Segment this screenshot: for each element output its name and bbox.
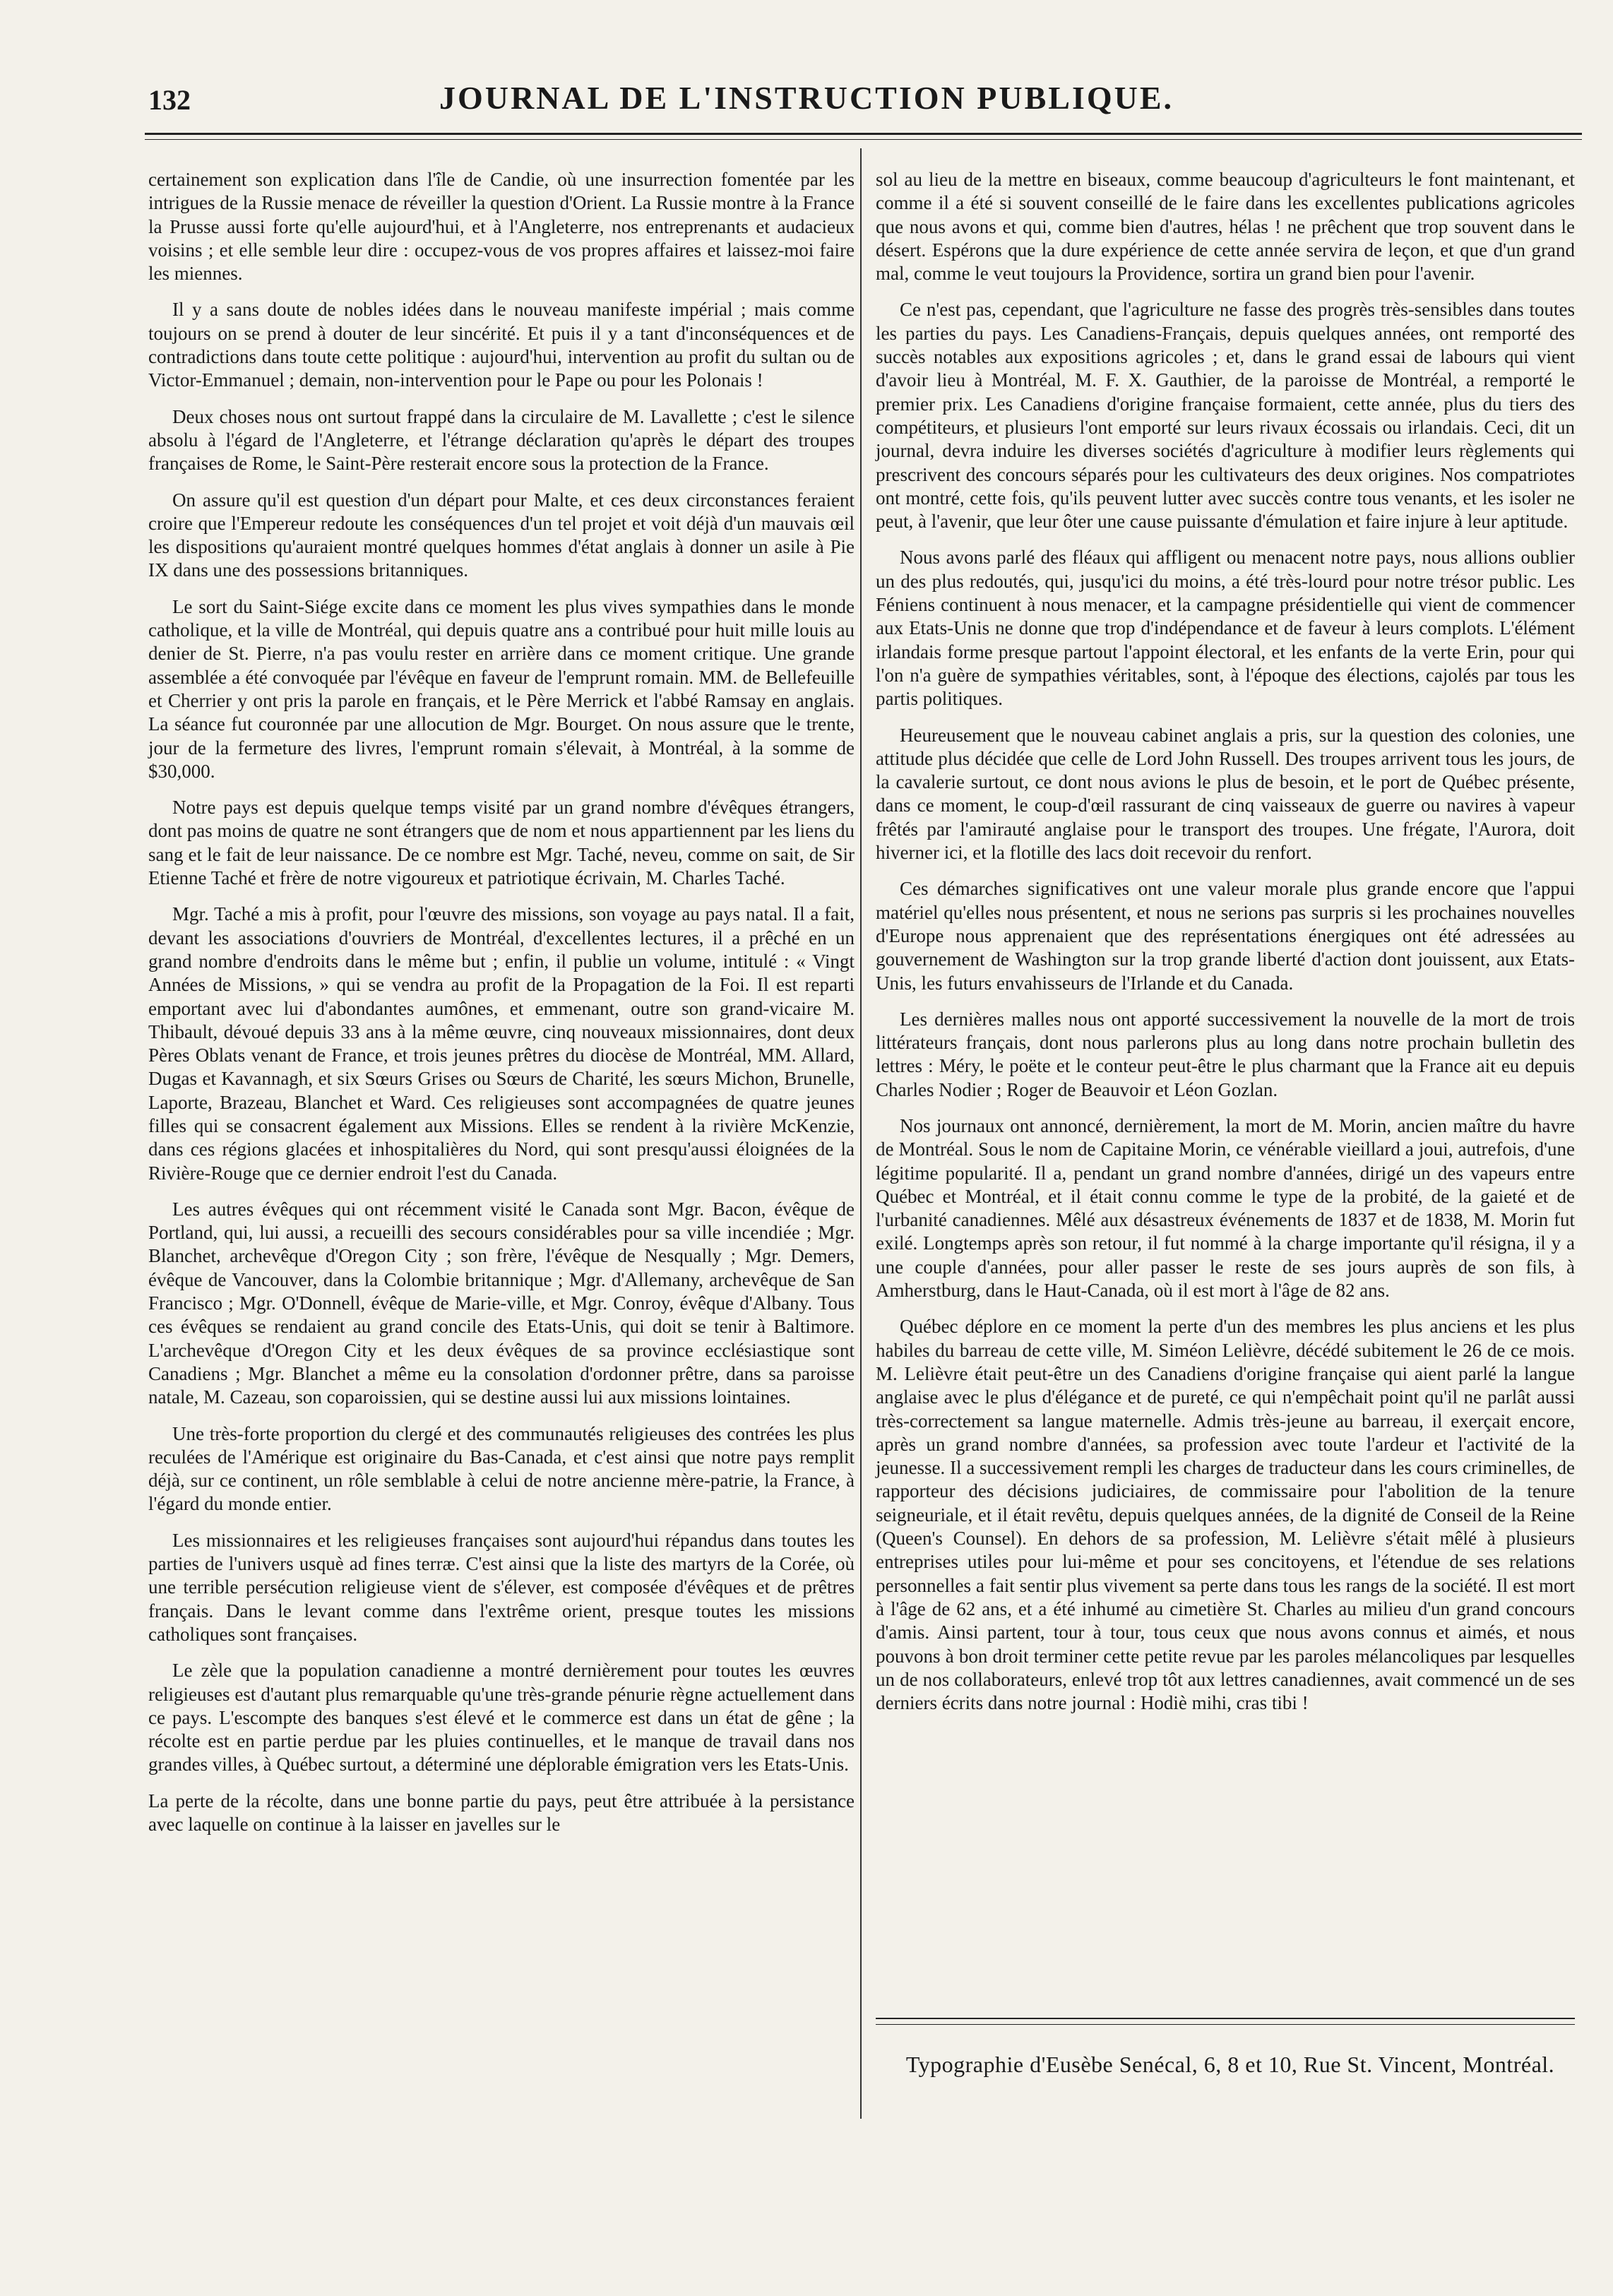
paragraph: Ce n'est pas, cependant, que l'agriculture ne fasse des progrès très-sensibles dans toutes les parties du pays. Les Canadiens-Français, depuis quelques années, ont remporté des succès notables aux expositions agricoles ; et, dans le grand essai de labours qui vient d'avoir lieu à Montréal, M. F. X. Gauthier, de la paroisse de Montréal, a remporté le premier prix. Les Canadiens d'origine française formaient, cette année, plus du tiers des compétiteurs, et plusieurs l'ont emporté sur leurs rivaux écossais ou irlandais. Ceci, dit un journal, devra induire les diverses sociétés d'agriculture à modifier leurs règlements qui prescrivent des concours séparés pour les cultivateurs des deux origines. Nos compatriotes ont montré, cette fois, qu'ils peuvent lutter avec succès contre tous venants, et les isoler ne peut, à l'avenir, que leur ôter une cause puissante d'émulation et faire injure à leur aptitude. xyxy=(876,299,1575,533)
column-divider xyxy=(860,148,862,2119)
end-rule-thick xyxy=(876,2018,1575,2019)
paragraph: Le sort du Saint-Siége excite dans ce moment les plus vives sympathies dans le monde catholique, et la ville de Montréal, qui depuis quatre ans a contribué pour huit mille louis au denier de St. Pierre, n'a pas voulu rester en arrière dans ce moment critique. Une grande assemblée a été convoquée par l'évêque en faveur de l'emprunt romain. MM. de Bellefeuille et Cherrier y ont pris la parole en français, et le Père Merrick et l'abbé Ramsay en anglais. La séance fut couronnée par une allocution de Mgr. Bourget. On nous assure que le trente, jour de la fermeture des livres, l'emprunt romain s'élevait, à Montréal, à la somme de $30,000. xyxy=(148,595,855,782)
page-number: 132 xyxy=(148,84,191,116)
paragraph: Nous avons parlé des fléaux qui affligent ou menacent notre pays, nous allions oublier un des plus redoutés, qui, jusqu'ici du moins, a été très-lourd pour notre trésor public. Les Féniens continuent à nous menacer, et la campagne présidentielle qui vient de commencer aux Etats-Unis ne donne que trop d'indépendance et de faveur à leurs complots. L'élément irlandais forme presque partout l'appoint électoral, et les enfants de la verte Erin, pour qui l'on n'a guère de sympathies véritables, sont, à l'époque des élections, cajolés par tous les partis politiques. xyxy=(876,547,1575,710)
right-column xyxy=(876,168,1575,1727)
paragraph: sol au lieu de la mettre en biseaux, comme beaucoup d'agriculteurs le font maintenant, et comme il a été si souvent conseillé de le faire dans les excellentes publications agricoles que nous avons et qui, comme bien d'autres, hélas ! ne prêchent que trop souvent dans le désert. Espérons que la dure expérience de cette année servira de leçon, et que d'un grand mal, comme le veut toujours la Providence, sortira un grand bien pour l'avenir. xyxy=(876,169,1575,285)
paragraph: Nos journaux ont annoncé, dernièrement, la mort de M. Morin, ancien maître du havre de Montréal. Sous le nom de Capitaine Morin, ce vénérable vieillard a joui, autrefois, d'une légitime popularité. Il a, pendant un grand nombre d'années, dirigé un des vapeurs entre Québec et Montréal, et il était connu comme le type de la probité, de la gaieté et de l'urbanité canadiennes. Mêlé aux désastreux événements de 1837 et de 1838, M. Morin fut exilé. Longtemps après son retour, il fut nommé à la charge importante qu'il résigna, il y a une couple d'années, pour aller passer le reste de ses jours auprès de son fils, à Amherstburg, dans le Haut-Canada, où il est mort à l'âge de 82 ans. xyxy=(876,1114,1575,1302)
left-column xyxy=(148,168,855,1836)
paragraph: Les autres évêques qui ont récemment visité le Canada sont Mgr. Bacon, évêque de Portland, qui, lui aussi, a recueilli des secours considérables pour sa ville incendiée ; Mgr. Blanchet, archevêque d'Oregon City ; son frère, l'évêque de Nesqually ; Mgr. Demers, évêque de Vancouver, dans la Colombie britannique ; Mgr. d'Allemany, archevêque de San Francisco ; Mgr. O'Donnell, évêque de Marie-ville, et Mgr. Conroy, évêque d'Albany. Tous ces évêques se rendaient au grand concile des Etats-Unis, qui doit se tenir à Baltimore. L'archevêque d'Oregon City et les deux évêques de sa province ecclésiastique sont Canadiens ; Mgr. Blanchet a même eu la consolation d'ordonner prêtre, dans sa paroisse natale, M. Cazeau, son coparoissien, qui se destine aussi lui aux missions lointaines. xyxy=(148,1198,855,1408)
paragraph: Ces démarches significatives ont une valeur morale plus grande encore que l'appui matériel qu'elles nous présentent, et nous ne serions pas surpris si les prochaines nouvelles d'Europe nous apprenaient que des représentations énergiques ont été adressées au gouvernement de Washington sur la trop grande liberté d'action dont jouissent, aux Etats-Unis, les futurs envahisseurs de l'Irlande et du Canada. xyxy=(876,878,1575,994)
paragraph: Québec déplore en ce moment la perte d'un des membres les plus anciens et les plus habiles du barreau de cette ville, M. Siméon Lelièvre, décédé subitement le 26 de ce mois. M. Lelièvre était peut-être un des Canadiens d'origine française qui aient parlé la langue anglaise avec le plus d'élégance et de pureté, ce qui n'empêchait point qu'il ne parlât aussi très-correctement sa langue maternelle. Admis très-jeune au barreau, il exerçait encore, après un grand nombre d'années, sa profession avec toute l'ardeur et l'activité de la jeunesse. Il a successivement rempli les charges de traducteur dans les cours criminelles, de rapporteur des décisions judiciaires, de commissaire pour l'abolition de la tenure seigneuriale, et il était revêtu, depuis quelques années, de la dignité de Conseil de la Reine (Queen's Counsel). En dehors de sa profession, M. Lelièvre s'était mêlé à plusieurs entreprises utiles pour lui-même et pour ses concitoyens, et l'étendue de ses relations personnelles a fait sentir plus vivement sa perte dans tous les rangs de la société. Il est mort à l'âge de 62 ans, et a été inhumé au cimetière St. Charles au milieu d'un grand concours d'amis. Ainsi partent, tour à tour, tous ceux que nous avons connus et aimés, et nous pouvons à bon droit terminer cette petite revue par les paroles mélancoliques par lesquelles un de nos collaborateurs, enlevé trop tôt aux lettres canadiennes, avait commencé un de ses derniers écrits dans notre journal : Hodiè mihi, cras tibi ! xyxy=(876,1316,1575,1714)
paragraph: Notre pays est depuis quelque temps visité par un grand nombre d'évêques étrangers, dont pas moins de quatre ne sont étrangers que de nom et nous appartiennent par les liens du sang et le fait de leur naissance. De ce nombre est Mgr. Taché, neveu, comme on sait, de Sir Etienne Taché et frère de notre vigoureux et patriotique écrivain, M. Charles Taché. xyxy=(148,797,855,889)
paragraph: Une très-forte proportion du clergé et des communautés religieuses des contrées les plus reculées de l'Amérique est originaire du Bas-Canada, et c'est ainsi que notre pays remplit déjà, sur ce continent, un rôle semblable à celui de notre ancienne mère-patrie, la France, à l'égard du monde entier. xyxy=(148,1422,855,1515)
paragraph: certainement son explication dans l'île de Candie, où une insurrection fomentée par les intrigues de la Russie menace de réveiller la question d'Orient. La Russie montre à la France la Prusse aussi forte qu'elle aujourd'hui, et à l'Angleterre, nos entreprenants et audacieux voisins ; et elle semble leur dire : occupez-vous de vos propres affaires et laissez-moi faire les miennes. xyxy=(148,169,855,285)
header-rule-thin xyxy=(145,139,1582,140)
paragraph: Les missionnaires et les religieuses françaises sont aujourd'hui répandus dans toutes les parties de l'univers usquè ad fines terræ. C'est ainsi que la liste des martyrs de la Corée, où une terrible persécution religieuse vient de s'élever, est composée d'évêques et de prêtres français. Dans le levant comme dans l'extrême orient, presque toutes les missions catholiques sont françaises. xyxy=(148,1529,855,1645)
end-rule-thin xyxy=(876,2024,1575,2025)
running-head: JOURNAL DE L'INSTRUCTION PUBLIQUE. xyxy=(439,80,1174,116)
printer-imprint: Typographie d'Eusèbe Senécal, 6, 8 et 10, Rue St. Vincent, Montréal. xyxy=(905,2052,1555,2077)
paragraph: Mgr. Taché a mis à profit, pour l'œuvre des missions, son voyage au pays natal. Il a fait, devant les associations d'ouvriers de Montréal, d'excellentes lectures, il a prêché en un grand nombre d'endroits dans le même but ; enfin, il publie un volume, intitulé : « Vingt Années de Missions, » qui se vendra au profit de la Propagation de la Foi. Il est reparti emportant avec lui d'abondantes aumônes, et emmenant, outre son grand-vicaire M. Thibault, dévoué depuis 33 ans à la même œuvre, cinq nouveaux missionnaires, dont deux Pères Oblats venant de France, et trois jeunes prêtres du diocèse de Montréal, MM. Allard, Dugas et Kavannagh, et six Sœurs Grises ou Sœurs de Charité, les sœurs Michon, Brunelle, Laporte, Brazeau, Blanchet et Ward. Ces religieuses sont accompagnées de quatre jeunes filles qui se consacrent également aux Missions. Elles se rendent à la rivière McKenzie, dans ces régions glacées et inhospitalières du Nord, qui sont presqu'aussi éloignées de la Rivière-Rouge que ce dernier endroit l'est du Canada. xyxy=(148,903,855,1184)
paragraph: Le zèle que la population canadienne a montré dernièrement pour toutes les œuvres religieuses est d'autant plus remarquable qu'une très-grande pénurie règne actuellement dans ce pays. L'escompte des banques s'est élevé et le commerce est dans un état de gêne ; la récolte est en partie perdue par les pluies continuelles, et le manque de travail dans nos grandes villes, à Québec surtout, a déterminé une déplorable émigration vers les Etats-Unis. xyxy=(148,1660,855,1775)
paragraph: Les dernières malles nous ont apporté successivement la nouvelle de la mort de trois littérateurs français, dont nous parlerons plus au long dans notre prochain bulletin des lettres : Méry, le poëte et le conteur peut-être le plus charmant que la France ait eu depuis Charles Nodier ; Roger de Beauvoir et Léon Gozlan. xyxy=(876,1008,1575,1100)
paragraph-continued: La perte de la récolte, dans une bonne partie du pays, peut être attribuée à la persistance avec laquelle on continue à la laisser en javelles sur le xyxy=(148,1790,855,1835)
paragraph: Il y a sans doute de nobles idées dans le nouveau manifeste impérial ; mais comme toujours on se prend à douter de leur sincérité. Et puis il y a tant d'inconséquences et de contradictions dans toute cette politique : aujourd'hui, intervention au profit du sultan ou de Victor-Emmanuel ; demain, non-intervention pour le Pape ou pour les Polonais ! xyxy=(148,299,855,391)
header-rule-thick xyxy=(145,133,1582,135)
paragraph: Deux choses nous ont surtout frappé dans la circulaire de M. Lavallette ; c'est le silence absolu à l'égard de l'Angleterre, et l'étrange déclaration qu'après le départ des troupes françaises de Rome, le Saint-Père resterait encore sous la protection de la France. xyxy=(148,405,855,475)
paragraph: Heureusement que le nouveau cabinet anglais a pris, sur la question des colonies, une attitude plus décidée que celle de Lord John Russell. Des troupes arrivent tous les jours, de la cavalerie surtout, ce dont nous avions le plus de besoin, et le port de Québec présente, dans ce moment, le coup-d'œil rassurant de cinq vaisseaux de guerre ou navires à vapeur frêtés par l'amirauté anglaise pour le transport des troupes. Une frégate, l'Aurora, doit hiverner ici, et la flotille des lacs doit recevoir du renfort. xyxy=(876,724,1575,864)
paragraph: On assure qu'il est question d'un départ pour Malte, et ces deux circonstances feraient croire que l'Empereur redoute les conséquences d'un tel projet et voit déjà d'un mauvais œil les dispositions qu'auraient montré quelques hommes d'état anglais à donner un asile à Pie IX dans une des possessions britanniques. xyxy=(148,489,855,581)
